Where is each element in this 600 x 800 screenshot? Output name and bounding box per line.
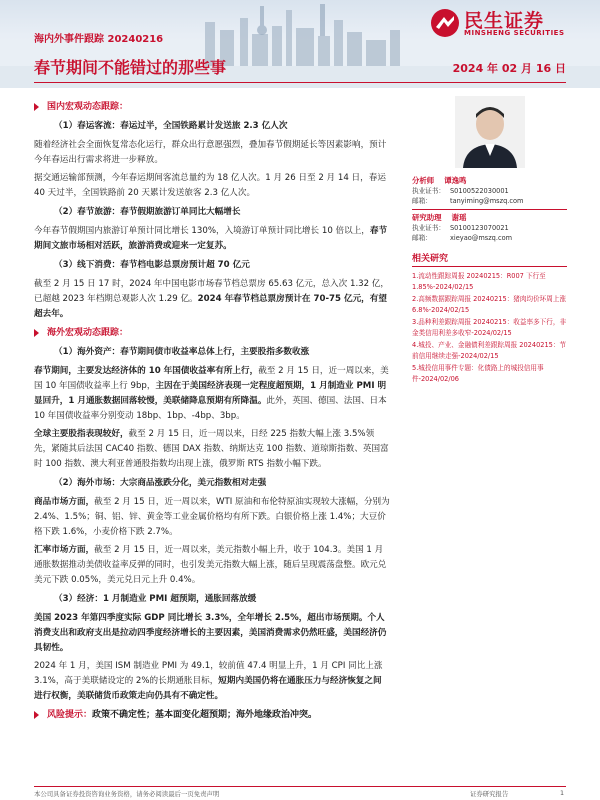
analyst-email[interactable]: tanyiming@mszq.com — [450, 197, 524, 205]
related-research-heading: 相关研究 — [412, 251, 567, 267]
bullet-arrow-icon — [34, 103, 39, 111]
logo-mark-icon — [430, 8, 460, 38]
paragraph: 截至 2 月 15 日 17 时，2024 年中国电影市场春节档总票房 65.63 亿元，总入次 1.32 亿，已超越 2023 年档期总观影人次 1.29 亿。2024 年春节档总票房预计在 70-75 亿元，有望超去年。 — [34, 279, 390, 319]
subheading-o1: （1）海外资产：春节期间债市收益率总体上行，主要股指多数收涨 — [54, 347, 310, 357]
bullet-arrow-icon — [34, 329, 39, 337]
related-research-list — [412, 271, 567, 385]
paragraph: 2024 年 1 月，美国 ISM 制造业 PMI 为 49.1，较前值 47.4 明显上升，1 月 CPI 同比上涨 3.1%，高于美联储设定的 2%的长期通胀目标，短期内美国仍将在通胀压力与经济恢复之间进行权衡，美联储货币政策走向仍具有不确定性。 — [34, 661, 383, 701]
sidebar: 分析师 谭逸鸣 执业证书： S0100522030001 邮箱： tanyiming@mszq.com 研究助理 谢瑶 执业证书： S0100123070021 邮箱： xieyao@mszq.com 相关研究 1.流动性跟踪周报 20240215：R007 下行至1.85%-2024/02/15 2.高频数据跟踪周报 20240215：猪肉均价环周上涨 6.8%-2024/02/15 3.品种利差跟踪周报 20240215：收益率多下行，非金类信用利差多收窄-2024/02/15 4.城投、产业、金融债利差跟踪周报 20240215：节前信用继续走强-2024/02/15 5.城投信用事件专题：化债路上的城投信用事件-2024/02/06 — [412, 96, 567, 386]
related-link[interactable]: 1.流动性跟踪周报 20240215：R007 下行至1.85%-2024/02/15 — [412, 272, 546, 291]
risk-warning: 风险提示：政策不确定性；基本面变化超预期；海外地缘政治冲突。 — [34, 708, 390, 723]
analyst-name: 谭逸鸣 — [444, 176, 467, 185]
related-link[interactable]: 2.高频数据跟踪周报 20240215：猪肉均价环周上涨 6.8%-2024/02/15 — [412, 295, 567, 314]
related-link[interactable]: 3.品种利差跟踪周报 20240215：收益率多下行，非金类信用利差多收窄-2024/02/15 — [412, 318, 567, 337]
related-link[interactable]: 5.城投信用事件专题：化债路上的城投信用事件-2024/02/06 — [412, 364, 544, 383]
paragraph: 汇率市场方面，截至 2 月 15 日，近一周以来，美元指数小幅上升，收于 104.3。美国 1 月通胀数据推动美债收益率反弹的同时，也引发美元指数大幅上涨，随后呈现震荡盘整。欧元兑美元下跌 0.05%，美元兑日元上升 0.4%。 — [34, 545, 387, 585]
footer-doc-type: 证券研究报告 — [470, 790, 509, 798]
assistant-label: 研究助理 — [412, 213, 442, 222]
footer-disclaimer: 本公司具备证券投资咨询业务资格，请务必阅读最后一页免责声明 — [34, 790, 220, 798]
subheading-o3: （3）经济：1 月制造业 PMI 超预期，通胀回落放缓 — [54, 594, 257, 604]
logo-text-en: MINSHENG SECURITIES — [464, 29, 565, 37]
header-divider — [34, 82, 566, 83]
bullet-arrow-icon — [34, 711, 39, 719]
paragraph: 今年春节假期国内旅游订单预计同比增长 130%，入境游订单预计同比增长 10 倍以上，春节期间文旅市场相对活跃，旅游消费或迎来一定复苏。 — [34, 226, 388, 251]
analyst-cert: S0100522030001 — [450, 187, 509, 195]
report-title: 春节期间不能错过的那些事 — [34, 58, 227, 77]
company-logo — [430, 6, 580, 42]
paragraph: 全球主要股指表现较好，截至 2 月 15 日，近一周以来，日经 225 指数大幅上涨 3.5%领先，紧随其后法国 CAC40 指数、德国 DAX 指数、纳斯达克 100 指数、道琼斯指数、英国富时 100 指数、澳大利亚普通股指数均出现上涨，俄罗斯 RTS 指数小幅下跌。 — [34, 429, 389, 469]
subheading-3: （3）线下消费：春节档电影总票房预计超 70 亿元 — [54, 260, 250, 270]
page-number: 1 — [560, 789, 565, 797]
subheading-1: （1）春运客流：春运过半，全国铁路累计发送旅 2.3 亿人次 — [54, 121, 288, 131]
section-heading-overseas: 海外宏观动态跟踪： — [34, 326, 390, 341]
analyst-photo — [455, 96, 525, 168]
logo-text-cn: 民生证券 — [464, 10, 545, 32]
paragraph: 商品市场方面，截至 2 月 15 日，近一周以来，WTI 原油和布伦特原油实现较大涨幅，分别为 2.4%、1.5%；铜、铝、锌、黄金等工业金属价格均有所下跌。白银价格上涨 1.4%；大豆价格下跌 1.6%，小麦价格下跌 2.7%。 — [34, 497, 390, 537]
report-series: 海内外事件跟踪 20240216 — [34, 34, 164, 45]
analyst-label: 分析师 — [412, 176, 435, 185]
paragraph: 据交通运输部预测，今年春运期间客流总量约为 18 亿人次。1 月 26 日至 2 月 14 日，春运 40 天过半，全国铁路前 20 天累计发送旅客 2.3 亿人次。 — [34, 173, 386, 198]
section-heading-domestic: 国内宏观动态跟踪： — [34, 100, 390, 115]
footer-divider — [34, 786, 566, 787]
sidebar-divider — [412, 209, 567, 210]
paragraph: 春节期间，主要发达经济体的 10 年国债收益率有所上行，截至 2 月 15 日，近一周以来，美国 10 年国债收益率上行 9bp，主因在于美国经济表现一定程度超预期，1 月制造业 PMI 明显回升，1 月通胀数据回落较慢，美联储降息预期有所降温。此外，英国、德国、法国、日本 10 年国债收益率分别变动 18bp、1bp、-4bp、3bp。 — [34, 366, 389, 421]
related-link[interactable]: 4.城投、产业、金融债利差跟踪周报 20240215：节前信用继续走强-2024/02/15 — [412, 341, 567, 360]
assistant-cert: S0100123070021 — [450, 224, 509, 232]
subheading-o2: （2）海外市场：大宗商品涨跌分化，美元指数相对走强 — [54, 478, 267, 488]
main-content — [34, 96, 390, 727]
paragraph: 随着经济社会全面恢复常态化运行，群众出行意愿强烈，叠加春节假期延长等因素影响，预计今年春运出行需求将进一步释放。 — [34, 140, 387, 165]
header-banner — [0, 0, 600, 88]
paragraph: 美国 2023 年第四季度实际 GDP 同比增长 3.3%，全年增长 2.5%，超出市场预期。个人消费支出和政府支出是拉动四季度经济增长的主要因素，美国消费需求仍然旺盛，美国经济仍具韧性。 — [34, 613, 387, 653]
report-date: 2024 年 02 月 16 日 — [452, 62, 566, 75]
subheading-2: （2）春节旅游：春节假期旅游订单同比大幅增长 — [54, 207, 241, 217]
assistant-name: 谢瑶 — [451, 213, 467, 222]
assistant-email[interactable]: xieyao@mszq.com — [450, 234, 513, 242]
